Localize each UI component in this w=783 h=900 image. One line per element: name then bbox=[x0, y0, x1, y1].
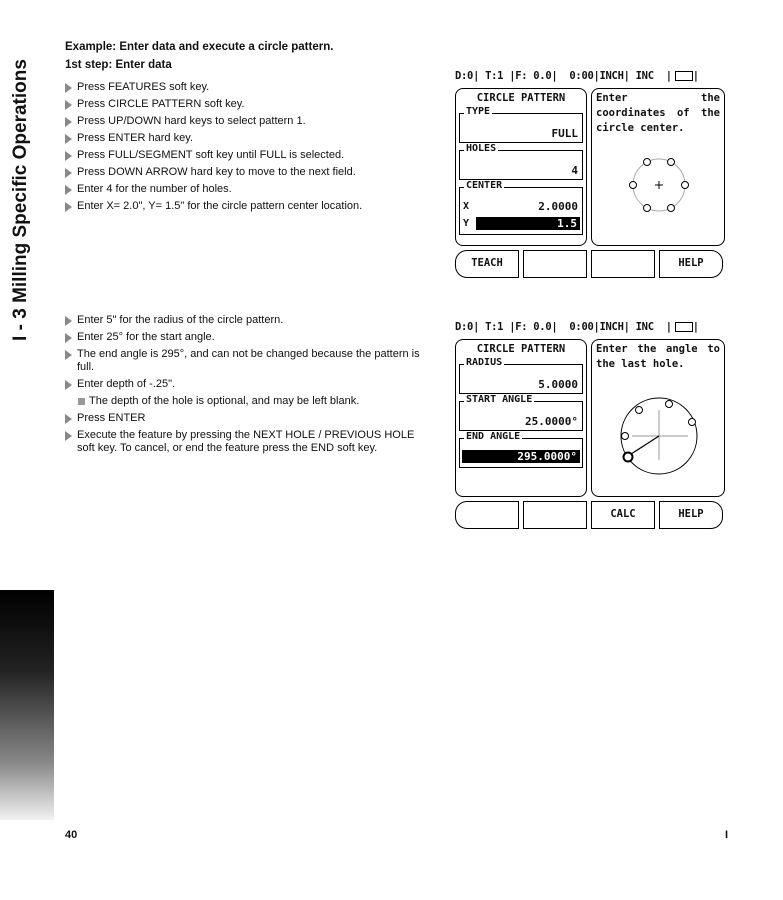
bullet-arrow-icon bbox=[65, 117, 72, 127]
list-item: Press CIRCLE PATTERN soft key. bbox=[65, 98, 435, 111]
bullet-arrow-icon bbox=[65, 168, 72, 178]
list-item: Enter 5" for the radius of the circle pattern. bbox=[65, 314, 435, 327]
dro-screen-1 bbox=[455, 70, 725, 278]
start-angle-field[interactable]: START ANGLE 25.0000° bbox=[459, 401, 583, 431]
list-item: Enter X= 2.0", Y= 1.5" for the circle pattern center location. bbox=[65, 200, 435, 213]
list-item: Press ENTER bbox=[65, 412, 435, 425]
list-item: Press UP/DOWN hard keys to select pattern 1. bbox=[65, 115, 435, 128]
help-softkey[interactable]: HELP bbox=[659, 501, 723, 529]
bullet-arrow-icon bbox=[65, 431, 72, 441]
bullet-arrow-icon bbox=[65, 380, 72, 390]
holes-value: 4 bbox=[571, 164, 578, 177]
circle-pattern-diagram bbox=[592, 89, 726, 247]
side-title-text: I - 3 Milling Specific Operations bbox=[10, 59, 31, 341]
bullet-arrow-icon bbox=[65, 134, 72, 144]
monitor-icon bbox=[675, 71, 693, 81]
bullet-arrow-icon bbox=[65, 185, 72, 195]
form-panel bbox=[455, 88, 587, 246]
calc-softkey[interactable]: CALC bbox=[591, 501, 655, 529]
list-item: Execute the feature by pressing the NEXT HOLE / PREVIOUS HOLE soft key. To cancel, or end the feature press the END soft key. bbox=[65, 429, 435, 455]
softkey-1[interactable] bbox=[455, 501, 519, 529]
bullet-square-icon bbox=[78, 398, 85, 405]
side-gradient-tab bbox=[0, 590, 54, 820]
x-axis-label: X bbox=[463, 201, 470, 212]
bullet-arrow-icon bbox=[65, 83, 72, 93]
example-heading: Example: Enter data and execute a circle pattern. bbox=[65, 41, 334, 53]
bullet-arrow-icon bbox=[65, 202, 72, 212]
help-panel bbox=[591, 88, 725, 246]
softkey-2[interactable] bbox=[523, 501, 587, 529]
side-section-title bbox=[4, 40, 38, 360]
form-title: CIRCLE PATTERN bbox=[476, 343, 566, 355]
bullet-arrow-icon bbox=[65, 414, 72, 424]
bullet-arrow-icon bbox=[65, 333, 72, 343]
list-item: Press DOWN ARROW hard key to move to the next field. bbox=[65, 166, 435, 179]
softkey-bar bbox=[455, 501, 725, 529]
holes-field[interactable]: HOLES 4 bbox=[459, 150, 583, 180]
step-list-2 bbox=[65, 314, 435, 459]
type-value: FULL bbox=[551, 127, 578, 140]
end-angle-field[interactable]: END ANGLE 295.0000° bbox=[459, 438, 583, 468]
center-field: CENTER X 2.0000 Y 1.5 bbox=[459, 187, 583, 235]
form-panel bbox=[455, 339, 587, 497]
help-panel bbox=[591, 339, 725, 497]
dro-screen-2 bbox=[455, 321, 725, 529]
help-message: Enter the angle to the last hole. bbox=[596, 343, 720, 370]
list-item: Enter 4 for the number of holes. bbox=[65, 183, 435, 196]
list-item: Enter 25° for the start angle. bbox=[65, 331, 435, 344]
step-heading: 1st step: Enter data bbox=[65, 59, 172, 71]
list-item: Press FEATURES soft key. bbox=[65, 81, 435, 94]
teach-softkey[interactable]: TEACH bbox=[455, 250, 519, 278]
end-angle-value: 295.0000° bbox=[462, 450, 580, 463]
center-y-input[interactable]: 1.5 bbox=[476, 217, 580, 230]
bullet-arrow-icon bbox=[65, 350, 72, 360]
bullet-arrow-icon bbox=[65, 100, 72, 110]
radius-value: 5.0000 bbox=[538, 378, 578, 391]
bullet-arrow-icon bbox=[65, 316, 72, 326]
softkey-3[interactable] bbox=[591, 250, 655, 278]
page-number: 40 bbox=[65, 829, 78, 841]
form-title: CIRCLE PATTERN bbox=[476, 92, 566, 104]
type-field[interactable]: TYPE FULL bbox=[459, 113, 583, 143]
center-x-input[interactable]: 2.0000 bbox=[538, 200, 578, 213]
list-item: Press ENTER hard key. bbox=[65, 132, 435, 145]
radius-field[interactable]: RADIUS 5.0000 bbox=[459, 364, 583, 394]
part-number: I bbox=[725, 829, 729, 841]
monitor-icon bbox=[675, 322, 693, 332]
y-axis-label: Y bbox=[463, 218, 470, 229]
status-bar: D:0| T:1 |F: 0.0| 0:00|INCH| INC | | bbox=[455, 70, 699, 82]
list-item: The end angle is 295°, and can not be changed because the pattern is full. bbox=[65, 348, 435, 374]
status-bar: D:0| T:1 |F: 0.0| 0:00|INCH| INC | | bbox=[455, 321, 699, 333]
list-subitem: The depth of the hole is optional, and may be left blank. bbox=[65, 395, 435, 408]
list-item: Press FULL/SEGMENT soft key until FULL is selected. bbox=[65, 149, 435, 162]
list-item: Enter depth of -.25". bbox=[65, 378, 435, 391]
softkey-bar bbox=[455, 250, 725, 278]
softkey-2[interactable] bbox=[523, 250, 587, 278]
help-message: Enter the coordinates of the circle center. bbox=[596, 92, 720, 134]
bullet-arrow-icon bbox=[65, 151, 72, 161]
help-softkey[interactable]: HELP bbox=[659, 250, 723, 278]
start-angle-value: 25.0000° bbox=[525, 415, 578, 428]
step-list-1 bbox=[65, 81, 435, 217]
end-angle-diagram bbox=[592, 340, 726, 498]
